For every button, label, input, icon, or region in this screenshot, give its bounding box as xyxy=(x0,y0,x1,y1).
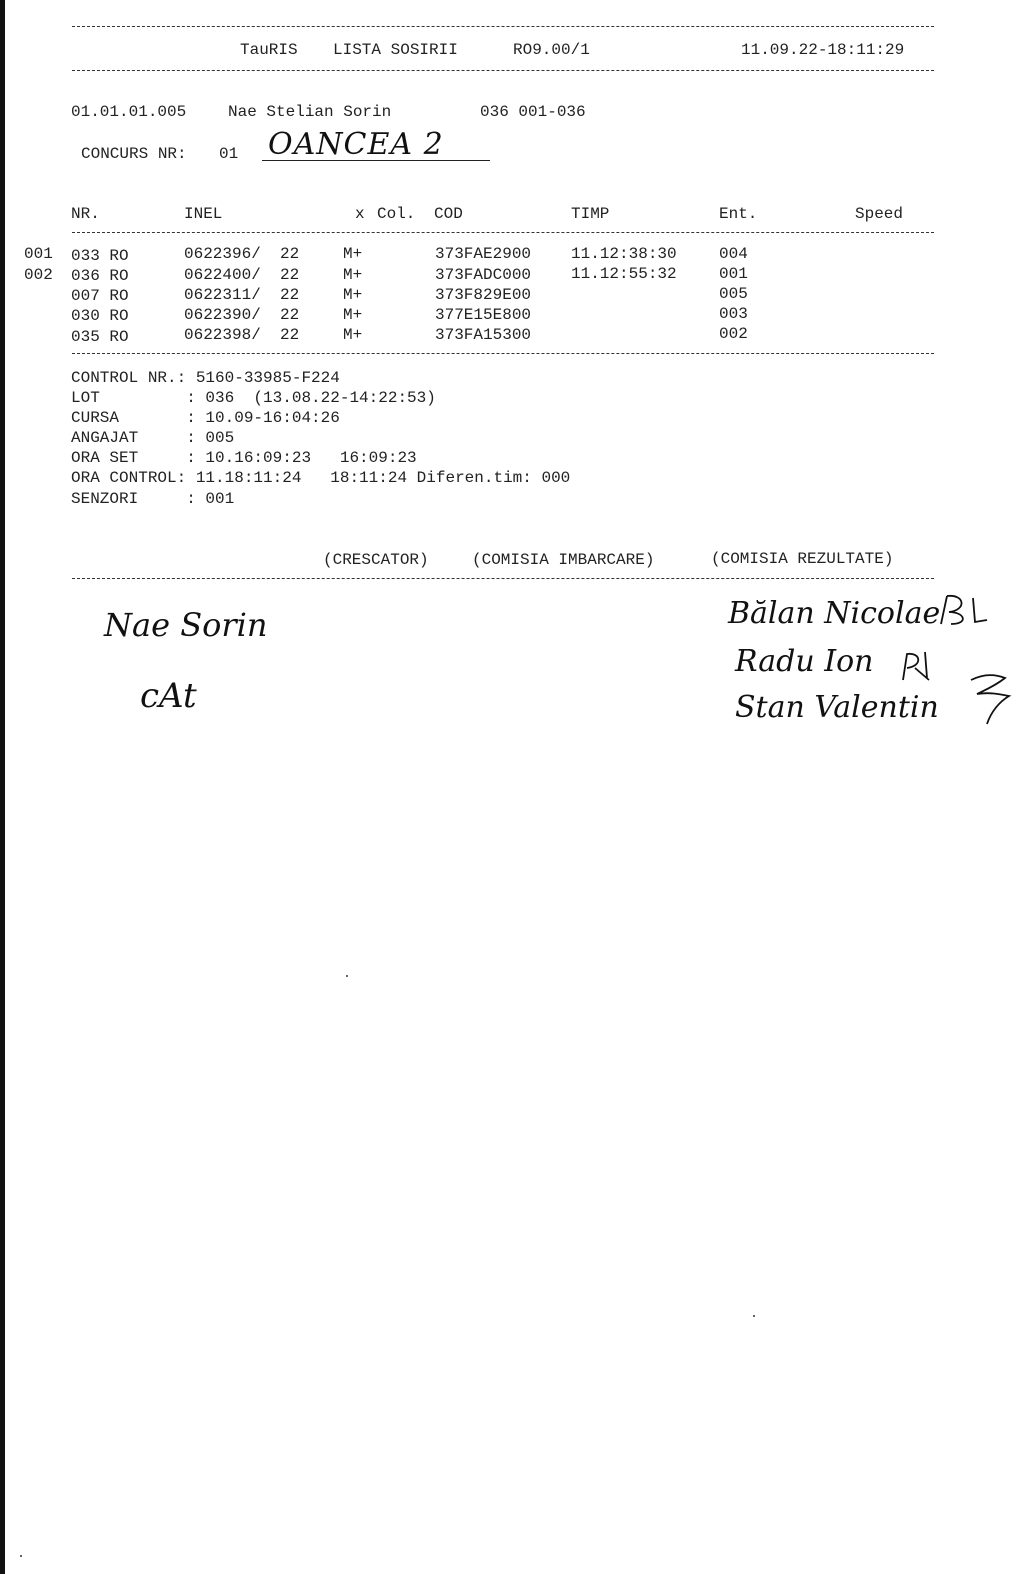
row-code: 373F829E00 xyxy=(435,286,532,304)
scan-edge xyxy=(0,0,5,1574)
header-top-rule xyxy=(72,26,934,27)
control-race: CURSA : 10.09-16:04:26 xyxy=(71,409,340,427)
control-set-time: ORA SET : 10.16:09:23 16:09:23 xyxy=(71,449,417,467)
control-employee: ANGAJAT : 005 xyxy=(71,429,235,447)
row-position: 036 RO xyxy=(71,267,129,285)
fancier-code: 01.01.01.005 xyxy=(71,103,187,121)
row-color: M+ xyxy=(343,306,363,324)
header-col: Col. xyxy=(377,205,416,223)
signature-breeder-name: Nae Sorin xyxy=(104,606,268,644)
signature-boarding-label: (COMISIA IMBARCARE) xyxy=(472,551,655,569)
signature-mark-2 xyxy=(895,648,940,684)
row-rank: 001 xyxy=(24,245,53,263)
row-position: 035 RO xyxy=(71,328,129,346)
scan-speck xyxy=(753,1315,755,1317)
row-color: M+ xyxy=(343,266,363,284)
row-code: 377E15E800 xyxy=(435,306,532,324)
report-code: RO9.00/1 xyxy=(513,41,590,59)
control-check-time: ORA CONTROL: 11.18:11:24 18:11:24 Diferen.tim: 000 xyxy=(71,469,571,487)
header-nr: NR. xyxy=(71,205,100,223)
row-position: 030 RO xyxy=(71,307,129,325)
row-position: 033 RO xyxy=(71,247,129,265)
contest-number: 01 xyxy=(219,145,239,163)
header-bottom-rule xyxy=(72,70,934,71)
row-color: M+ xyxy=(343,286,363,304)
signature-mark-3 xyxy=(965,668,1020,728)
scan-speck xyxy=(346,975,348,977)
header-inel: INEL xyxy=(184,205,223,223)
report-datetime: 11.09.22-18:11:29 xyxy=(741,41,905,59)
contest-name-underline xyxy=(262,160,490,161)
signature-commission-line1: Bălan Nicolae xyxy=(728,596,941,631)
row-ring: 0622400/ 22 xyxy=(184,266,300,284)
system-name: TauRIS xyxy=(240,41,298,59)
row-ring: 0622390/ 22 xyxy=(184,306,300,324)
signature-breeder-label: (CRESCATOR) xyxy=(323,551,429,569)
signature-mark-1 xyxy=(935,590,995,630)
row-time: 11.12:55:32 xyxy=(571,265,677,283)
signature-commission-line2: Radu Ion xyxy=(735,644,874,679)
control-number: CONTROL NR.: 5160-33985-F224 xyxy=(71,369,340,387)
row-ring: 0622311/ 22 xyxy=(184,286,300,304)
signature-commission-line3: Stan Valentin xyxy=(735,690,939,725)
row-ring: 0622398/ 22 xyxy=(184,326,300,344)
row-time: 11.12:38:30 xyxy=(571,245,677,263)
row-code: 373FADC000 xyxy=(435,266,532,284)
row-entry: 002 xyxy=(719,325,748,343)
header-ent: Ent. xyxy=(719,205,758,223)
fancier-name: Nae Stelian Sorin xyxy=(228,103,392,121)
control-lot: LOT : 036 (13.08.22-14:22:53) xyxy=(71,389,436,407)
header-timp: TIMP xyxy=(571,205,610,223)
row-rank: 002 xyxy=(24,266,53,284)
row-entry: 001 xyxy=(719,265,748,283)
signature-results-label: (COMISIA REZULTATE) xyxy=(711,550,894,568)
table-top-rule xyxy=(72,232,934,233)
signature-rule xyxy=(72,578,934,579)
row-ring: 0622396/ 22 xyxy=(184,245,300,263)
contest-name-handwritten: OANCEA 2 xyxy=(268,127,444,162)
row-entry: 004 xyxy=(719,245,748,263)
row-code: 373FAE2900 xyxy=(435,245,532,263)
fancier-range: 036 001-036 xyxy=(480,103,586,121)
header-cod: COD xyxy=(434,205,463,223)
row-position: 007 RO xyxy=(71,287,129,305)
header-speed: Speed xyxy=(855,205,904,223)
row-entry: 003 xyxy=(719,305,748,323)
header-x: x xyxy=(355,205,365,223)
report-title: LISTA SOSIRII xyxy=(333,41,458,59)
row-color: M+ xyxy=(343,245,363,263)
table-bottom-rule xyxy=(72,353,934,354)
control-sensors: SENZORI : 001 xyxy=(71,490,235,508)
row-code: 373FA15300 xyxy=(435,326,532,344)
signature-breeder-initials: cAt xyxy=(140,676,197,716)
row-color: M+ xyxy=(343,326,363,344)
scan-speck xyxy=(20,1555,22,1557)
row-entry: 005 xyxy=(719,285,748,303)
contest-label: CONCURS NR: xyxy=(81,145,187,163)
